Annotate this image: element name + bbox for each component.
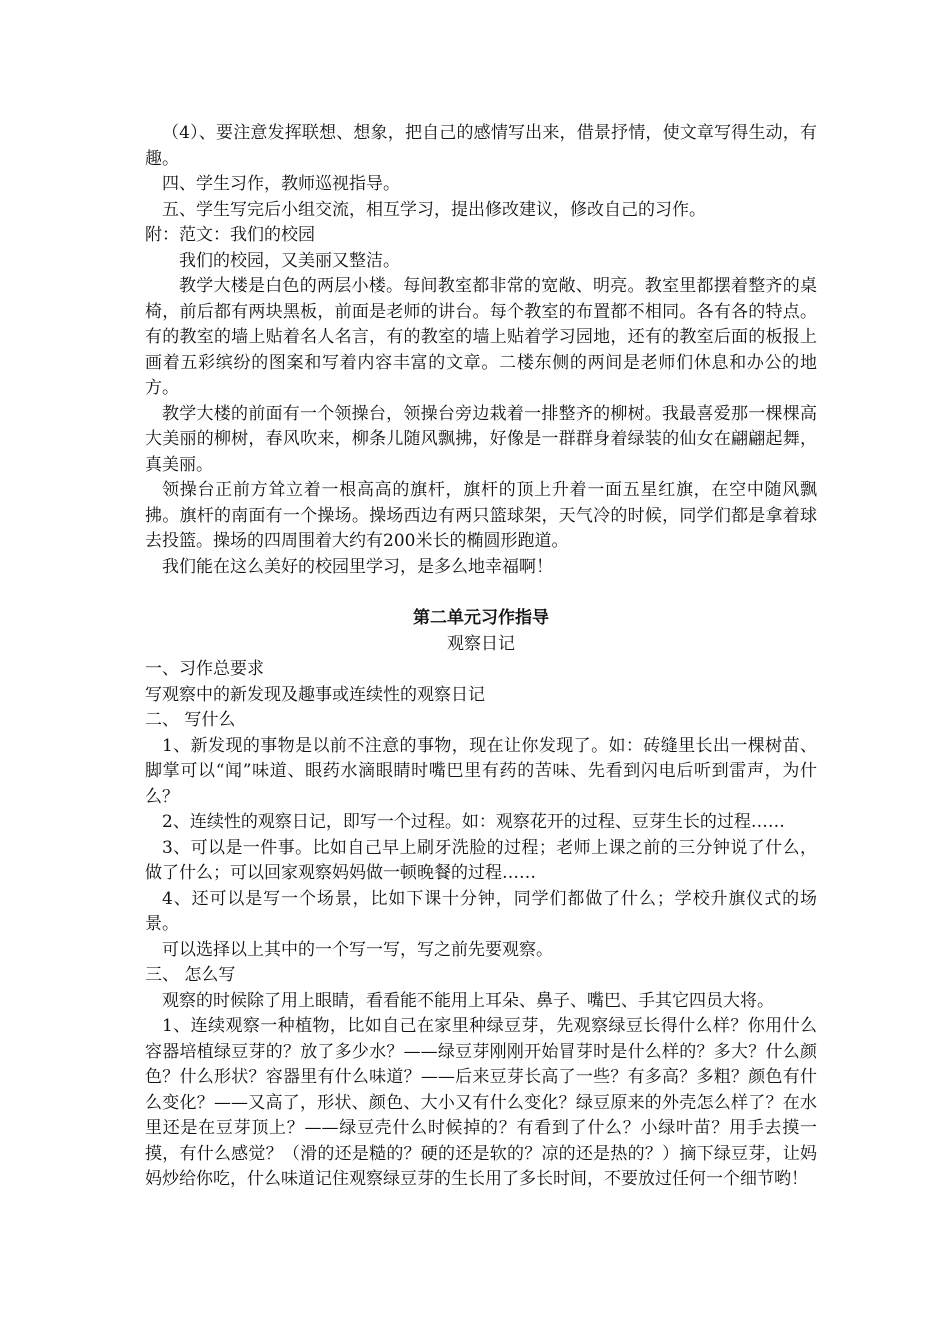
how-paragraph: 1、连续观察一种植物，比如自己在家里种绿豆芽，先观察绿豆长得什么样？你用什么容器培植绿豆芽的？放了多少水？——绿豆芽刚刚开始冒芽时是什么样的？多大？什么颜色？什么形状？容器里有什么味道？——后来豆芽长高了一些？有多高？多粗？颜色有什么变化？——又高了，形状、颜色、大小又有什么变化？绿豆原来的外壳怎么样了？在水里还是在豆芽顶上？——绿豆壳什么时候掉的？有看到了什么？小绿叶苗？用手去摸一摸，有什么感觉？（滑的还是糙的？硬的还是软的？凉的还是热的？）摘下绿豆芽，让妈妈炒给你吃，什么味道记住观察绿豆芽的生长用了多长时间，不要放过任何一个细节哟！ [145, 1016, 817, 1189]
section-subtitle: 观察日记 [447, 633, 515, 654]
requirements-text: 写观察中的新发现及趣事或连续性的观察日记 [145, 684, 485, 705]
how-paragraph: 观察的时候除了用上眼睛，看看能不能用上耳朵、鼻子、嘴巴、手其它四员大将。 [162, 990, 774, 1011]
appendix-heading: 附：范文：我们的校园 [145, 225, 315, 245]
list-item: 4、还可以是写一个场景，比如下课十分钟，同学们都做了什么；学校升旗仪式的场景。 [145, 888, 817, 934]
section-title: 第二单元习作指导 [413, 608, 549, 628]
essay-paragraph: 领操台正前方耸立着一根高高的旗杆，旗杆的顶上升着一面五星红旗，在空中随风飘拂。旗杆的南面有一个操场。操场西边有两只篮球架，天气冷的时候，同学们都是拿着球去投篮。操场的四周围着大约有200米长的椭圆形跑道。 [145, 480, 817, 551]
essay-paragraph: 教学大楼是白色的两层小楼。每间教室都非常的宽敞、明亮。教室里都摆着整齐的桌椅，前后都有两块黑板，前面是老师的讲台。每个教室的布置都不相同。各有各的特点。有的教室的墙上贴着名人名言，有的教室的墙上贴着学习园地，还有的教室后面的板报上画着五彩缤纷的图案和写着内容丰富的文章。二楼东侧的两间是老师们休息和办公的地方。 [145, 276, 817, 398]
essay-paragraph: 我们能在这么美好的校园里学习，是多么地幸福啊！ [162, 556, 553, 577]
heading-what-to-write: 二、 写什么 [145, 710, 236, 730]
page-content [145, 121, 817, 1193]
paragraph-step-5: 五、学生写完后小组交流，相互学习，提出修改建议，修改自己的习作。 [162, 199, 706, 220]
heading-how-to-write: 三、 怎么写 [145, 965, 236, 985]
list-item: 2、连续性的观察日记，即写一个过程。如：观察花开的过程、豆芽生长的过程…… [162, 812, 785, 832]
heading-requirements: 一、习作总要求 [145, 659, 264, 679]
paragraph-step-4: 四、学生习作，教师巡视指导。 [162, 174, 400, 194]
essay-paragraph: 教学大楼的前面有一个领操台，领操台旁边栽着一排整齐的柳树。我最喜爱那一棵棵高大美丽的柳树，春风吹来，柳条儿随风飘拂，好像是一群群身着绿装的仙女在翩翩起舞，真美丽。 [145, 403, 817, 475]
list-item: 1、新发现的事物是以前不注意的事物，现在让你发现了。如：砖缝里长出一棵树苗、脚掌可以“闻”味道、眼药水滴眼睛时嘴巴里有药的苦味、先看到闪电后听到雷声，为什么？ [145, 735, 817, 807]
list-item: 3、可以是一件事。比如自己早上刷牙洗脸的过程；老师上课之前的三分钟说了什么，做了什么；可以回家观察妈妈做一顿晚餐的过程…… [145, 837, 817, 883]
paragraph-tip-4: （4）、要注意发挥联想、想象，把自己的感情写出来，借景抒情，使文章写得生动，有趣。 [145, 123, 817, 169]
essay-paragraph: 我们的校园，又美丽又整洁。 [179, 250, 400, 271]
list-item: 可以选择以上其中的一个写一写，写之前先要观察。 [162, 939, 553, 960]
